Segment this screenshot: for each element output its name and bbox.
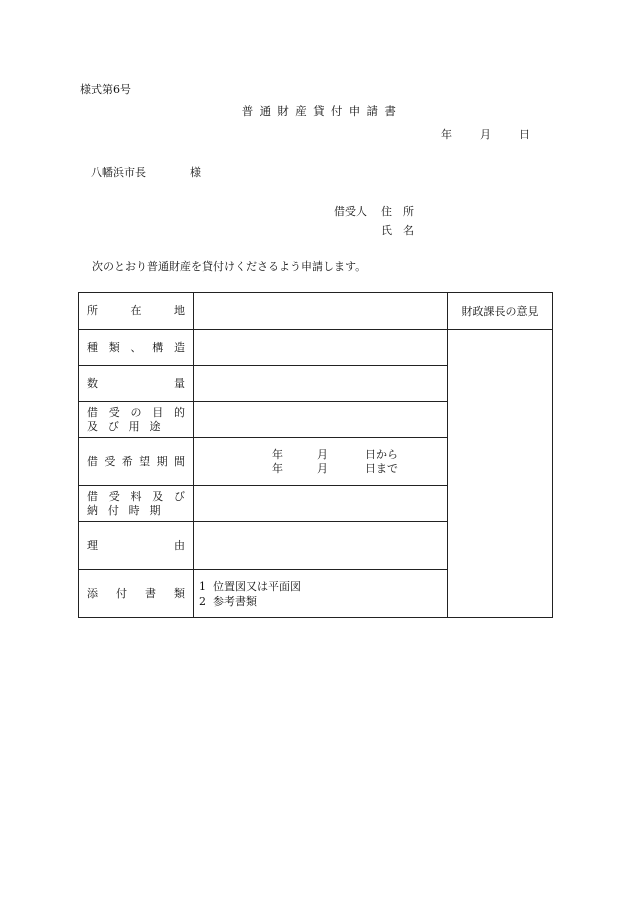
label-char: 期 (149, 503, 161, 517)
honorific: 様 (190, 166, 201, 179)
opinion-box[interactable] (448, 330, 553, 618)
label-char: 類 (174, 586, 185, 600)
addressee-name: 八幡浜市長 (91, 166, 146, 179)
row-label (79, 330, 194, 366)
label-line (87, 341, 185, 355)
location-value[interactable] (194, 293, 448, 330)
label-char: 借 (87, 454, 98, 468)
label-char: び (174, 489, 185, 503)
fee-payment-value[interactable] (194, 486, 448, 522)
label-char: 望 (139, 454, 151, 468)
application-table (78, 292, 553, 618)
opinion-header: 財政課長の意見 (448, 293, 553, 330)
attachment-item: 1 位置図又は平面図 (199, 579, 301, 593)
table-row (79, 293, 553, 330)
label-char: 及 (152, 489, 164, 503)
date-day: 日 (519, 128, 530, 141)
intro-text: 次のとおり普通財産を貸付けくださるよう申請します。 (92, 260, 367, 273)
row-label (79, 438, 194, 486)
reason-value[interactable] (194, 522, 448, 570)
label-char: 種 (87, 340, 98, 354)
label-line (87, 420, 161, 434)
table-row (79, 330, 553, 366)
label-char: 量 (174, 376, 185, 390)
label-line (87, 455, 185, 469)
row-label (79, 522, 194, 570)
label-char: 地 (174, 304, 185, 317)
label-line (87, 490, 185, 504)
quantity-value[interactable] (194, 366, 448, 402)
attachments-value (194, 570, 448, 618)
borrower-label: 借受人 (334, 205, 367, 218)
label-line (87, 377, 185, 391)
label-char: 途 (149, 419, 161, 433)
label-char: 理 (87, 538, 98, 552)
label-char: 用 (128, 419, 140, 433)
label-char: 付 (107, 503, 119, 517)
label-line (87, 406, 185, 420)
label-char: 納 (87, 503, 98, 517)
label-char: 、 (130, 340, 142, 354)
label-char: 付 (116, 586, 127, 600)
type-structure-value[interactable] (194, 330, 448, 366)
label-char: 間 (173, 454, 185, 468)
purpose-value[interactable] (194, 402, 448, 438)
label-line (87, 304, 185, 318)
label-char: 的 (174, 405, 185, 419)
borrower-name-label: 氏 名 (381, 224, 414, 237)
attachment-item: 2 参考書類 (199, 594, 257, 608)
row-label (79, 570, 194, 618)
borrower-address-label: 住 所 (381, 205, 414, 218)
period-from: 年 月 日から (272, 447, 398, 461)
label-char: 受 (108, 405, 120, 419)
label-char: 由 (174, 538, 185, 552)
label-char: 在 (130, 304, 142, 317)
label-char: 借 (87, 489, 98, 503)
date-month: 月 (480, 128, 491, 141)
label-char: の (130, 405, 142, 419)
label-char: 添 (87, 586, 98, 600)
row-label (79, 293, 194, 330)
label-char: 希 (121, 454, 133, 468)
label-char: 目 (152, 405, 164, 419)
label-char: 借 (87, 405, 98, 419)
period-to: 年 月 日まで (272, 461, 398, 475)
addressee (91, 167, 201, 178)
row-label (79, 402, 194, 438)
label-char: 時 (128, 503, 140, 517)
label-char: び (107, 419, 119, 433)
label-line (87, 504, 161, 518)
label-char: 類 (108, 340, 120, 354)
label-char: 造 (174, 340, 185, 354)
row-label (79, 486, 194, 522)
date-line (441, 129, 530, 140)
label-char: 数 (87, 376, 98, 390)
label-char: 書 (145, 586, 156, 600)
label-char: 料 (130, 489, 142, 503)
label-char: 構 (152, 340, 164, 354)
form-number: 様式第6号 (80, 83, 131, 96)
period-value[interactable] (194, 438, 448, 486)
date-year: 年 (441, 128, 452, 141)
label-char: 期 (156, 454, 168, 468)
label-char: 所 (87, 304, 98, 317)
label-line (87, 539, 185, 553)
row-label (79, 366, 194, 402)
label-char: 及 (87, 419, 98, 433)
label-char: 受 (108, 489, 120, 503)
document-title: 普通財産貸付申請書 (241, 104, 403, 118)
label-line (87, 587, 185, 601)
label-char: 受 (104, 454, 116, 468)
